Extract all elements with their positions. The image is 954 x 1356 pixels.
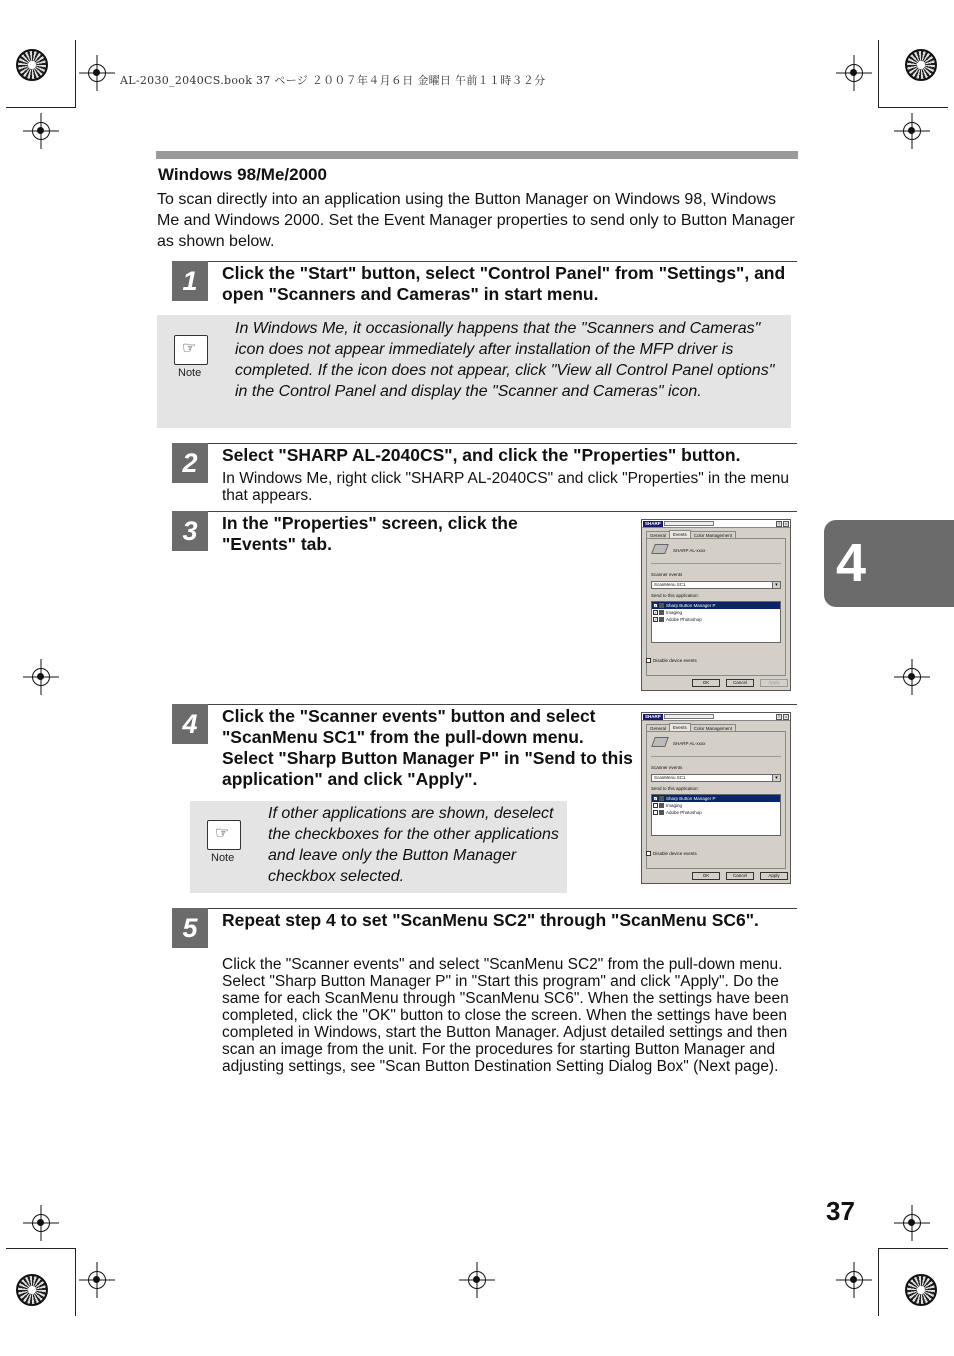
properties-dialog-screenshot [641,712,791,884]
step-title: Select "SHARP AL-2040CS", and click the "Properties" button. [222,445,741,465]
note-text: If other applications are shown, deselect the checkboxes for the other applications and leave only the Button Manager checkbox selected. [268,805,559,885]
list-item: ✓ Sharp Button Manager P [652,602,780,609]
crosshair-icon [88,64,106,82]
properties-dialog-screenshot [641,519,791,691]
dialog-titlebar [642,520,790,528]
crosshair-icon [845,64,863,82]
crosshair-icon [903,1214,921,1232]
scanner-icon [651,544,669,554]
dialog-titlebar [642,713,790,721]
scanner-events-label: Scanner events [651,572,683,577]
apply-button: Apply [760,679,788,687]
scanner-events-select: ScanMenu SC1 ▾ [651,581,781,589]
crosshair-icon [32,122,50,140]
step-number: 4 [172,704,208,744]
step-title: Click the "Scanner events" button and select "ScanMenu SC1" from the pull-down menu. Select "Sharp Button Manager P" in "Send to this application" and click "Apply". [222,706,633,789]
crosshair-icon [88,1271,106,1289]
list-item: Adobe Photoshop [652,809,780,816]
step-number: 3 [172,511,208,551]
step-body: In Windows Me, right click "SHARP AL-2040CS" and click "Properties" in the menu that appears. [222,470,790,504]
registration-target-icon [905,49,937,81]
crosshair-icon [903,668,921,686]
step-title: In the "Properties" screen, click the "Events" tab. [222,513,518,554]
crosshair-icon [903,122,921,140]
list-item: ✓ Sharp Button Manager P [652,795,780,802]
page-number: 37 [826,1196,855,1226]
section-intro: To scan directly into an application using the Button Manager on Windows 98, Windows Me and Windows 2000. Set the Event Manager properties to send only to Button Manager as shown below. [157,191,795,250]
help-icon: ? [777,521,781,526]
registration-target-icon [905,1274,937,1306]
cancel-button: Cancel [726,872,754,880]
sharp-logo: SHARP [645,714,661,719]
note-label: Note [178,367,202,379]
registration-target-icon [16,49,48,81]
application-list [651,601,781,643]
tab-color-management: Color Management [690,531,736,539]
print-header: AL-2030_2040CS.book 37 ページ ２００７年４月６日 金曜日 午前１１時３２分 [120,74,546,87]
note-box [190,801,567,893]
chapter-tab: 4 [824,520,954,607]
application-list [651,794,781,836]
tab-events: Events [669,530,691,538]
events-panel [646,538,786,676]
cancel-button: Cancel [726,679,754,687]
note-box [157,315,791,428]
note-label: Note [211,852,235,864]
close-icon: × [784,521,788,526]
send-to-label: Send to this application: [651,593,699,598]
note-hand-icon: ☞ [207,820,241,850]
note-hand-icon: ☞ [174,335,208,365]
step-number: 1 [172,261,208,301]
list-item: Imaging [652,802,780,809]
apply-button: Apply [760,872,788,880]
tab-events: Events [669,723,691,731]
ok-button: OK [692,679,720,687]
step-title: Repeat step 4 to set "ScanMenu SC2" through "ScanMenu SC6". [222,910,759,930]
step-number: 5 [172,908,208,948]
step-title: Click the "Start" button, select "Control Panel" from "Settings", and open "Scanners and Cameras" in start menu. [222,263,786,304]
step-body: Click the "Scanner events" and select "ScanMenu SC2" from the pull-down menu. Select "Sharp Button Manager P" in "Start this program" and click "Apply". Do the same for each ScanMenu through "ScanMenu SC6". When the settings have been completed, click the "OK" button to close the screen. When the settings have been completed in Windows, start the Button Manager. Adjust detailed settings and then scan an image from the unit. For the procedures for starting Button Manager and adjusting settings, see "Scan Button Destination Setting Dialog Box" (Next page). [222,956,789,1075]
list-item: ✓ Adobe Photoshop [654,617,702,622]
section-rule [156,151,798,159]
tab-color-management: Color Management [690,724,736,732]
help-icon: ? [777,714,781,719]
crosshair-icon [845,1271,863,1289]
scanner-events-label: Scanner events [651,765,683,770]
device-name: SHARP AL-xxxx [673,548,706,553]
crosshair-icon [468,1271,486,1289]
section-title: Windows 98/Me/2000 [158,165,327,184]
ok-button: OK [692,872,720,880]
disable-events-checkbox: Disable device events [646,851,697,856]
tab-general: General [646,724,670,732]
scanner-icon [651,737,669,747]
registration-target-icon [16,1274,48,1306]
crosshair-icon [32,668,50,686]
close-icon: × [784,714,788,719]
note-text: In Windows Me, it occasionally happens that the "Scanners and Cameras" icon does not appear immediately after installation of the MFP driver is completed. If the icon does not appear, click "View all Control Panel options" in the Control Panel and display the "Scanner and Cameras" icon. [235,320,775,400]
tab-general: General [646,531,670,539]
disable-events-checkbox: Disable device events [646,658,697,663]
scanner-events-select: ScanMenu SC1 ▾ [651,774,781,782]
crosshair-icon [32,1214,50,1232]
sharp-logo: SHARP [645,521,661,526]
list-item: ✓ Imaging [654,610,683,615]
step-number: 2 [172,443,208,483]
events-panel [646,731,786,869]
send-to-label: Send to this application: [651,786,699,791]
device-name: SHARP AL-xxxx [673,741,706,746]
